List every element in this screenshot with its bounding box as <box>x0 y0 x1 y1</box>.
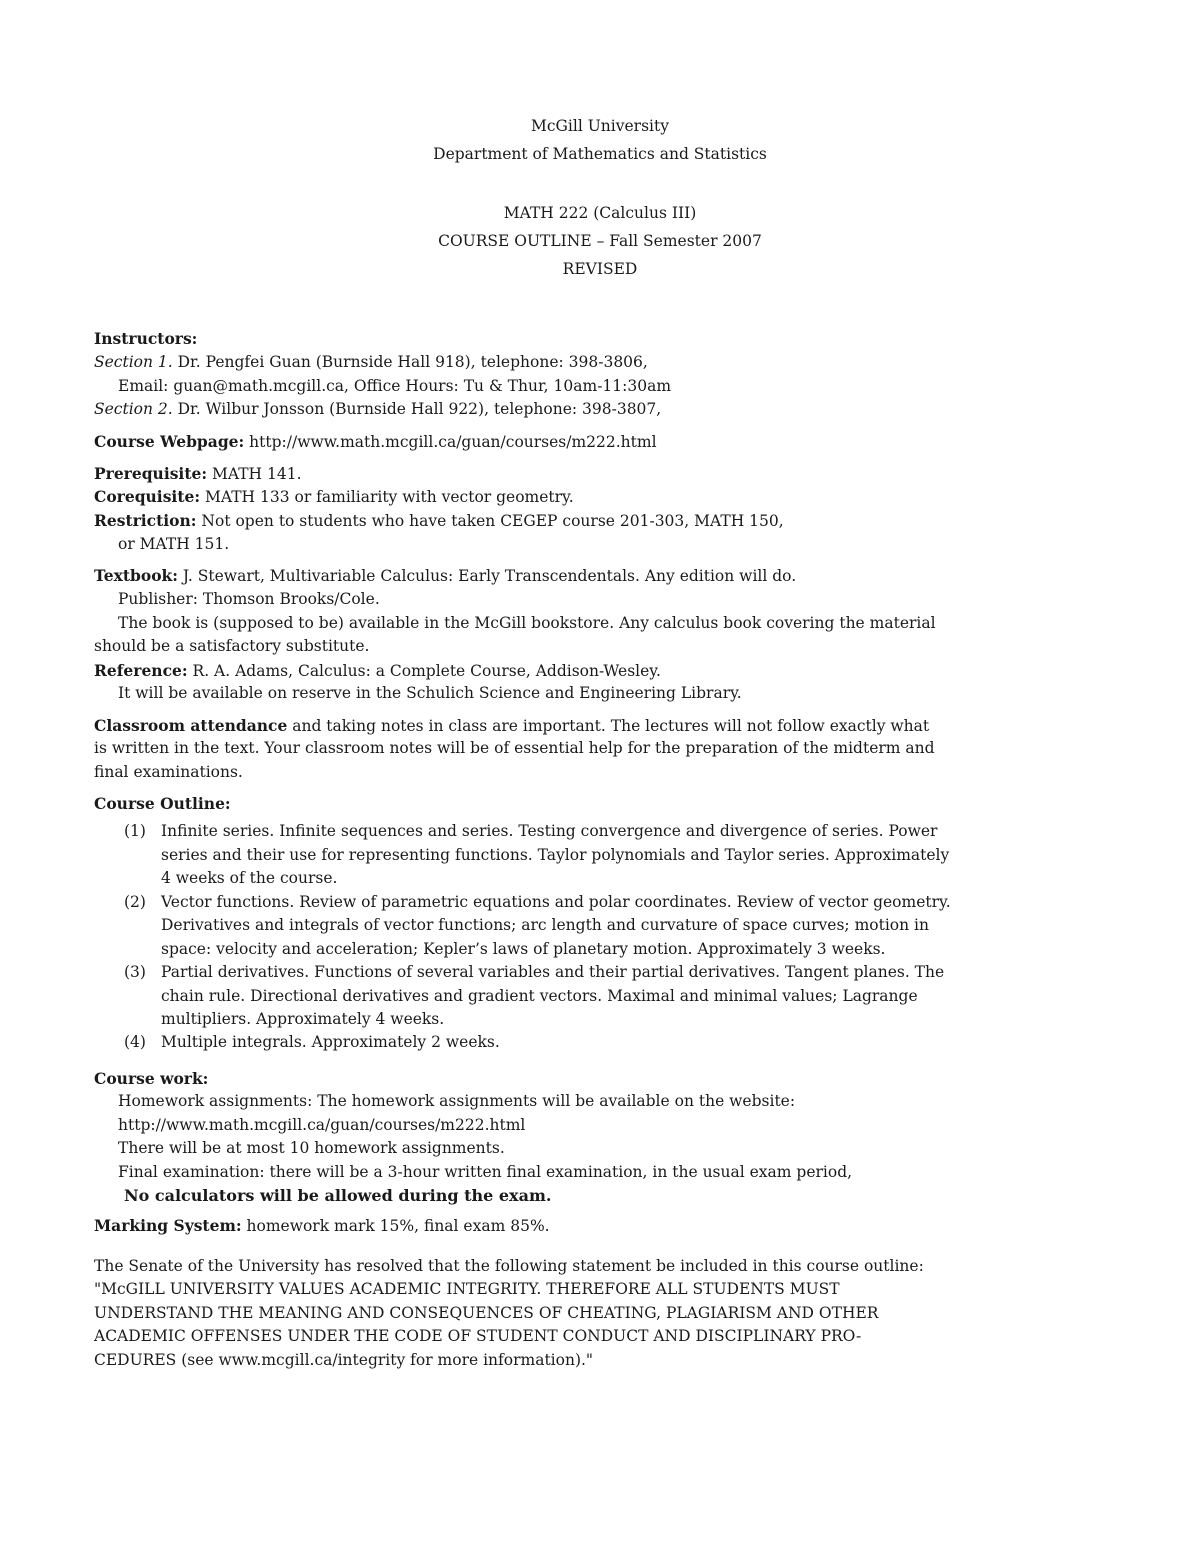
outline-item-number: (3) <box>124 963 146 981</box>
corequisite-line <box>94 489 574 506</box>
course-webpage-url[interactable]: http://www.math.mcgill.ca/guan/courses/m222.html <box>244 433 657 451</box>
marking-system-label: Marking System: <box>94 1216 242 1235</box>
outline-item-number: (2) <box>124 893 146 911</box>
outline-item-line: Derivatives and integrals of vector functions; arc length and curvature of space curves; motion in <box>161 916 929 934</box>
course-webpage-line <box>94 434 657 451</box>
integrity-statement: ACADEMIC OFFENSES UNDER THE CODE OF STUDENT CONDUCT AND DISCIPLINARY PRO- <box>94 1327 862 1345</box>
homework-assignments: Homework assignments: The homework assignments will be available on the website: <box>118 1092 796 1110</box>
outline-item-line: Vector functions. Review of parametric equations and polar coordinates. Review of vector geometry. <box>161 893 951 911</box>
section-1-line <box>94 355 648 371</box>
section-2-line <box>94 402 661 418</box>
outline-item-number: (4) <box>124 1033 146 1051</box>
outline-item-line: Partial derivatives. Functions of several variables and their partial derivatives. Tangent planes. The <box>161 963 945 981</box>
section-2-label: Section 2. <box>94 400 173 418</box>
textbook-line <box>94 568 796 585</box>
outline-item-line: Infinite series. Infinite sequences and series. Testing convergence and divergence of series. Power <box>161 822 938 840</box>
restriction-text: Not open to students who have taken CEGEP course 201-303, MATH 150, <box>196 512 784 530</box>
outline-item-line: 4 weeks of the course. <box>161 869 338 887</box>
course-work-heading: Course work: <box>94 1069 209 1088</box>
course-outline-heading: Course Outline: <box>94 794 231 813</box>
reference-label: Reference: <box>94 661 188 680</box>
outline-item-line: multipliers. Approximately 4 weeks. <box>161 1010 445 1028</box>
prerequisite-text: MATH 141. <box>207 465 302 483</box>
calculator-notice: No calculators will be allowed during the exam. <box>124 1186 552 1205</box>
attendance-text-3: final examinations. <box>94 763 243 781</box>
course-webpage-label: Course Webpage: <box>94 432 245 451</box>
department-name: Department of Mathematics and Statistics <box>433 145 767 163</box>
outline-item-number: (1) <box>124 822 146 840</box>
university-name: McGill University <box>531 117 669 135</box>
section-1-label: Section 1. <box>94 353 173 371</box>
outline-item-line: space: velocity and acceleration; Kepler’s laws of planetary motion. Approximately 3 weeks. <box>161 940 886 958</box>
outline-item-line: series and their use for representing functions. Taylor polynomials and Taylor series. Approximately <box>161 846 950 864</box>
marking-system-text: homework mark 15%, final exam 85%. <box>241 1217 550 1235</box>
prerequisite-label: Prerequisite: <box>94 464 208 483</box>
reference-reserve: It will be available on reserve in the Schulich Science and Engineering Library. <box>118 684 742 702</box>
integrity-statement: UNDERSTAND THE MEANING AND CONSEQUENCES OF CHEATING, PLAGIARISM AND OTHER <box>94 1304 879 1322</box>
course-outline-title: COURSE OUTLINE – Fall Semester 2007 <box>438 232 762 250</box>
corequisite-label: Corequisite: <box>94 487 201 506</box>
textbook-text: J. Stewart, Multivariable Calculus: Early Transcendentals. Any edition will do. <box>178 567 797 585</box>
outline-item-line: chain rule. Directional derivatives and gradient vectors. Maximal and minimal values; Lagrange <box>161 987 918 1005</box>
outline-item-line: Multiple integrals. Approximately 2 weeks. <box>161 1033 500 1051</box>
reference-text: R. A. Adams, Calculus: a Complete Course, Addison-Wesley. <box>187 662 661 680</box>
integrity-statement: CEDURES (see www.mcgill.ca/integrity for more information)." <box>94 1351 594 1369</box>
textbook-label: Textbook: <box>94 566 178 585</box>
integrity-statement: "McGILL UNIVERSITY VALUES ACADEMIC INTEGRITY. THEREFORE ALL STUDENTS MUST <box>94 1280 840 1298</box>
section-2-text: Dr. Wilbur Jonsson (Burnside Hall 922), telephone: 398-3807, <box>172 400 662 418</box>
attendance-line <box>94 718 929 735</box>
textbook-availability: The book is (supposed to be) available in the McGill bookstore. Any calculus book covering the material <box>118 614 936 632</box>
restriction-label: Restriction: <box>94 511 197 530</box>
reference-line <box>94 663 661 680</box>
revised-label: REVISED <box>562 260 638 278</box>
senate-statement: The Senate of the University has resolved that the following statement be included in this course outline: <box>94 1257 924 1275</box>
attendance-label: Classroom attendance <box>94 716 288 735</box>
section-1-text: Dr. Pengfei Guan (Burnside Hall 918), telephone: 398-3806, <box>172 353 648 371</box>
homework-count: There will be at most 10 homework assignments. <box>118 1139 505 1157</box>
attendance-text-2: is written in the text. Your classroom notes will be of essential help for the preparation of the midterm and <box>94 739 935 757</box>
attendance-text: and taking notes in class are important. The lectures will not follow exactly what <box>287 717 930 735</box>
textbook-availability-cont: should be a satisfactory substitute. <box>94 637 370 655</box>
prerequisite-line <box>94 466 302 483</box>
restriction-line <box>94 513 784 530</box>
homework-url[interactable]: http://www.math.mcgill.ca/guan/courses/m222.html <box>118 1116 526 1134</box>
textbook-publisher: Publisher: Thomson Brooks/Cole. <box>118 590 380 608</box>
corequisite-text: MATH 133 or familiarity with vector geometry. <box>200 488 574 506</box>
section-1-email: Email: guan@math.mcgill.ca, Office Hours: Tu & Thur, 10am-11:30am <box>118 377 672 395</box>
instructors-heading: Instructors: <box>94 329 198 348</box>
marking-system-line <box>94 1218 550 1235</box>
course-title: MATH 222 (Calculus III) <box>503 204 697 222</box>
restriction-text-cont: or MATH 151. <box>118 535 230 553</box>
final-examination: Final examination: there will be a 3-hour written final examination, in the usual exam period, <box>118 1163 853 1181</box>
